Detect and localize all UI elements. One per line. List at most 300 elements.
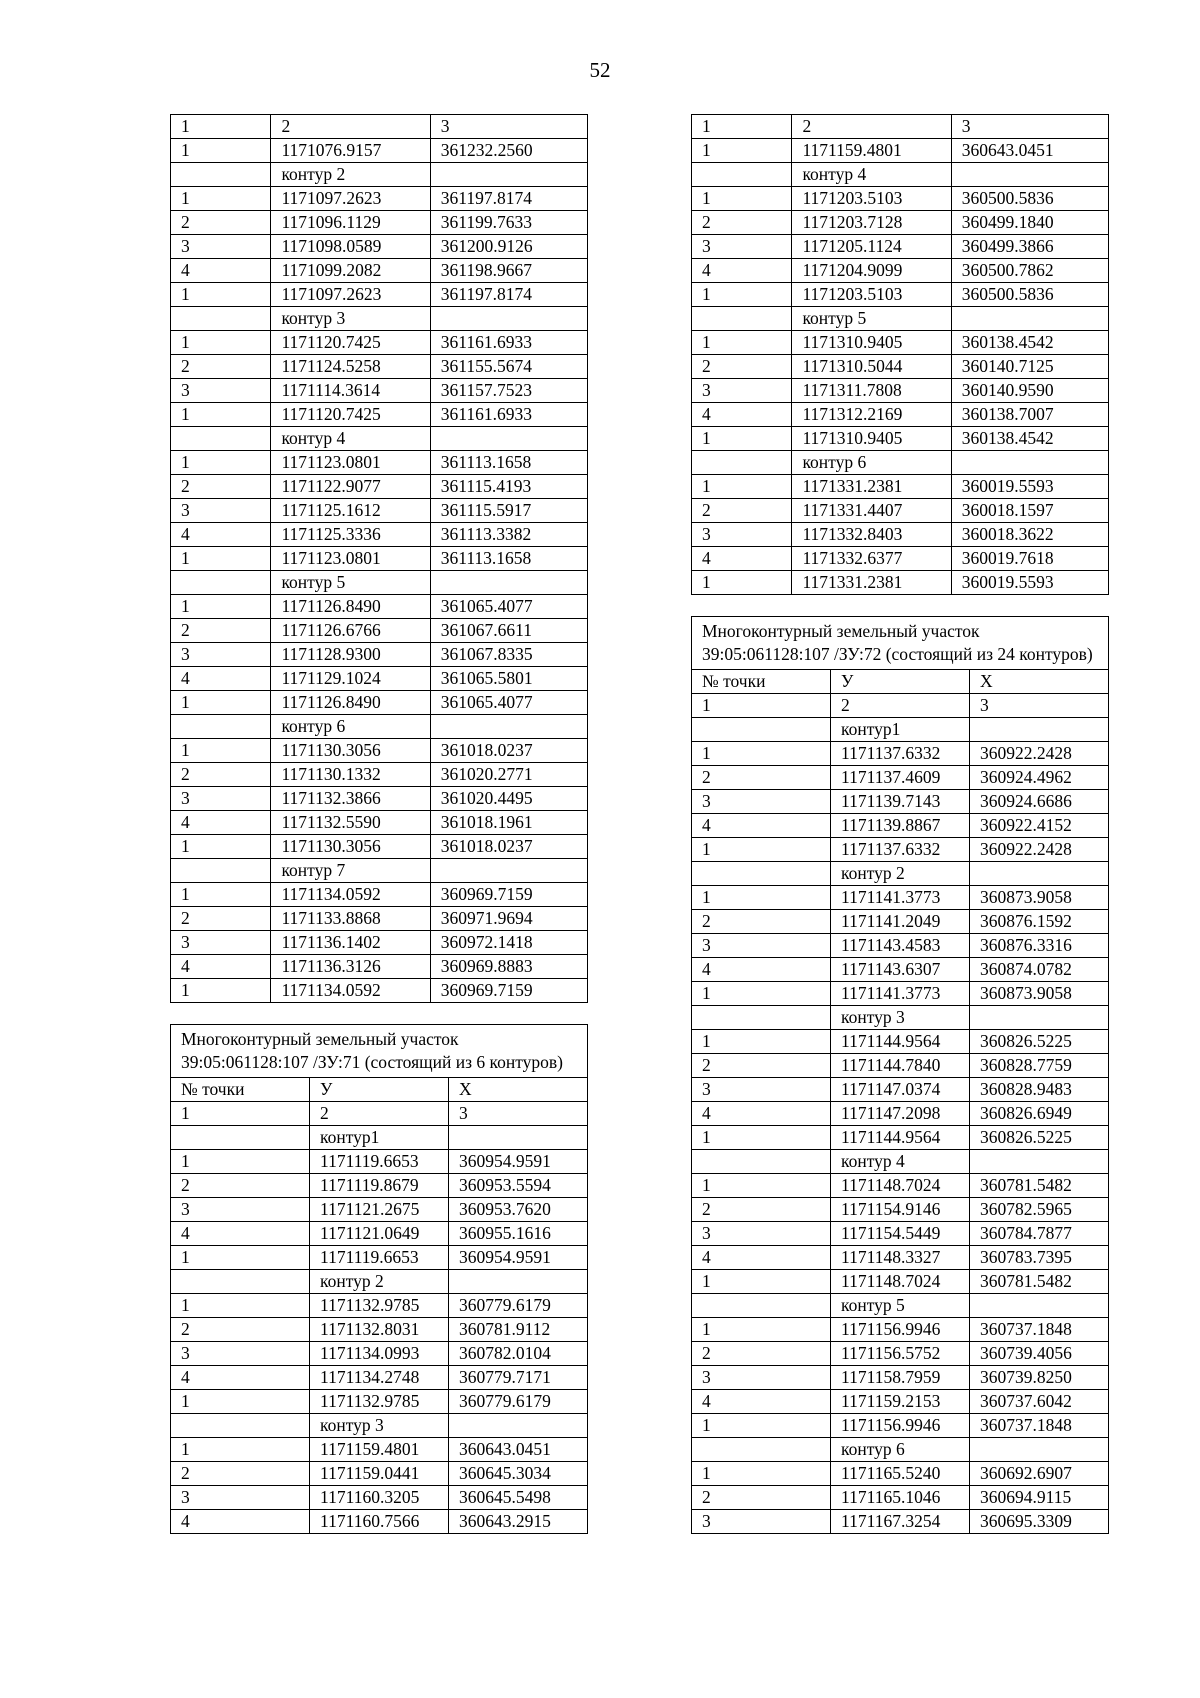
table-row	[692, 1030, 1109, 1054]
y-coordinate-cell: 1171165.5240	[831, 1462, 970, 1486]
y-coordinate-cell: 1171159.0441	[310, 1462, 449, 1486]
x-coordinate-cell: 3	[430, 115, 587, 139]
x-coordinate-cell	[430, 571, 587, 595]
x-coordinate-cell: 361113.3382	[430, 523, 587, 547]
table-row	[692, 1126, 1109, 1150]
point-number-cell: 2	[171, 1174, 310, 1198]
x-coordinate-cell: 360499.3866	[951, 235, 1108, 259]
y-coordinate-cell: 1171204.9099	[792, 259, 951, 283]
x-coordinate-cell: 361065.4077	[430, 691, 587, 715]
table-row	[692, 862, 1109, 886]
x-coordinate-cell: 361018.0237	[430, 739, 587, 763]
y-coordinate-cell: 1171167.3254	[831, 1510, 970, 1534]
x-coordinate-cell: Х	[449, 1078, 588, 1102]
table-row	[692, 427, 1109, 451]
point-number-cell: 1	[171, 595, 271, 619]
x-coordinate-cell	[449, 1270, 588, 1294]
y-coordinate-cell: 1171121.0649	[310, 1222, 449, 1246]
y-coordinate-cell: 1171119.8679	[310, 1174, 449, 1198]
x-coordinate-cell: 3	[970, 694, 1109, 718]
y-coordinate-cell: 1171165.1046	[831, 1486, 970, 1510]
table-row	[692, 475, 1109, 499]
point-number-cell	[171, 1126, 310, 1150]
point-number-cell: 1	[692, 742, 831, 766]
y-coordinate-cell: 1171311.7808	[792, 379, 951, 403]
x-coordinate-cell: 360969.8883	[430, 955, 587, 979]
table-row	[692, 163, 1109, 187]
point-number-cell: 2	[692, 499, 792, 523]
x-coordinate-cell	[430, 307, 587, 331]
x-coordinate-cell: 361115.5917	[430, 499, 587, 523]
y-coordinate-cell: 1171203.5103	[792, 187, 951, 211]
y-coordinate-cell: 1171205.1124	[792, 235, 951, 259]
x-coordinate-cell: 3	[951, 115, 1108, 139]
point-number-cell: 2	[692, 910, 831, 934]
x-coordinate-cell: 360500.5836	[951, 187, 1108, 211]
x-coordinate-cell: 361113.1658	[430, 547, 587, 571]
table-row	[692, 355, 1109, 379]
table-row	[171, 475, 588, 499]
x-coordinate-cell: 360737.1848	[970, 1318, 1109, 1342]
x-coordinate-cell: 360140.9590	[951, 379, 1108, 403]
x-coordinate-cell: 360826.6949	[970, 1102, 1109, 1126]
y-coordinate-cell: 1171126.8490	[271, 595, 430, 619]
point-number-cell	[692, 718, 831, 742]
y-coordinate-cell: 2	[271, 115, 430, 139]
y-coordinate-cell: 1171312.2169	[792, 403, 951, 427]
y-coordinate-cell: контур 2	[831, 862, 970, 886]
point-number-cell: 4	[692, 958, 831, 982]
x-coordinate-cell: 360643.2915	[449, 1510, 588, 1534]
point-number-cell: 1	[171, 1102, 310, 1126]
point-number-cell: 1	[692, 1030, 831, 1054]
table-row	[171, 787, 588, 811]
y-coordinate-cell: 1171136.3126	[271, 955, 430, 979]
point-number-cell: 4	[171, 955, 271, 979]
y-coordinate-cell: контур 2	[310, 1270, 449, 1294]
x-coordinate-cell	[430, 715, 587, 739]
table-row	[171, 1294, 588, 1318]
x-coordinate-cell: 360140.7125	[951, 355, 1108, 379]
table-gap	[170, 1003, 588, 1024]
x-coordinate-cell: 361155.5674	[430, 355, 587, 379]
point-number-cell	[171, 307, 271, 331]
x-coordinate-cell: 361161.6933	[430, 331, 587, 355]
point-number-cell: 1	[171, 283, 271, 307]
y-coordinate-cell: 1171134.0592	[271, 979, 430, 1003]
y-coordinate-cell: У	[310, 1078, 449, 1102]
table-row	[692, 958, 1109, 982]
y-coordinate-cell: 1171114.3614	[271, 379, 430, 403]
point-number-cell	[692, 1294, 831, 1318]
table-row	[171, 811, 588, 835]
point-number-cell: 3	[171, 1486, 310, 1510]
point-number-cell	[692, 1006, 831, 1030]
point-number-cell: 4	[692, 1102, 831, 1126]
point-number-cell: 4	[171, 1510, 310, 1534]
table-row	[692, 331, 1109, 355]
table-row	[692, 1174, 1109, 1198]
table-row	[692, 1246, 1109, 1270]
table-row	[692, 1150, 1109, 1174]
x-coordinate-cell: 361161.6933	[430, 403, 587, 427]
point-number-cell: 1	[171, 1246, 310, 1270]
point-number-cell: 1	[171, 883, 271, 907]
x-coordinate-cell	[449, 1126, 588, 1150]
point-number-cell: 1	[692, 1270, 831, 1294]
y-coordinate-cell: 1171203.5103	[792, 283, 951, 307]
y-coordinate-cell: 1171156.9946	[831, 1414, 970, 1438]
x-coordinate-cell: 360955.1616	[449, 1222, 588, 1246]
x-coordinate-cell: 360645.5498	[449, 1486, 588, 1510]
x-coordinate-cell: 361020.4495	[430, 787, 587, 811]
y-coordinate-cell: 1171160.3205	[310, 1486, 449, 1510]
y-coordinate-cell: 1171099.2082	[271, 259, 430, 283]
table-row	[171, 451, 588, 475]
table-row	[171, 643, 588, 667]
table-row	[171, 523, 588, 547]
point-number-cell: 1	[692, 1174, 831, 1198]
y-coordinate-cell: 1171203.7128	[792, 211, 951, 235]
y-coordinate-cell: 1171132.3866	[271, 787, 430, 811]
left-column	[170, 114, 588, 1534]
point-number-cell: 1	[171, 691, 271, 715]
y-coordinate-cell: контур 3	[271, 307, 430, 331]
x-coordinate-cell: 360695.3309	[970, 1510, 1109, 1534]
table-row	[692, 211, 1109, 235]
table-row	[692, 451, 1109, 475]
table-row	[171, 1078, 588, 1102]
y-coordinate-cell: 1171129.1024	[271, 667, 430, 691]
table-row	[692, 1342, 1109, 1366]
x-coordinate-cell: 360874.0782	[970, 958, 1109, 982]
table-row	[692, 670, 1109, 694]
point-number-cell: 2	[171, 619, 271, 643]
x-coordinate-cell: 360737.6042	[970, 1390, 1109, 1414]
table-row	[692, 1462, 1109, 1486]
point-number-cell: 3	[692, 934, 831, 958]
table-row	[171, 115, 588, 139]
point-number-cell: 3	[692, 235, 792, 259]
point-number-cell: 1	[171, 1294, 310, 1318]
point-number-cell: 1	[171, 1390, 310, 1414]
table-row	[692, 910, 1109, 934]
x-coordinate-cell: 361200.9126	[430, 235, 587, 259]
x-coordinate-cell: 360781.5482	[970, 1174, 1109, 1198]
x-coordinate-cell	[430, 427, 587, 451]
x-coordinate-cell: 361197.8174	[430, 187, 587, 211]
point-number-cell: 1	[171, 331, 271, 355]
point-number-cell: 3	[171, 235, 271, 259]
x-coordinate-cell: 360828.7759	[970, 1054, 1109, 1078]
x-coordinate-cell: 360138.4542	[951, 331, 1108, 355]
y-coordinate-cell: 1171076.9157	[271, 139, 430, 163]
x-coordinate-cell: 360737.1848	[970, 1414, 1109, 1438]
table-row	[171, 427, 588, 451]
x-coordinate-cell: 361232.2560	[430, 139, 587, 163]
table-caption-row	[171, 1025, 588, 1078]
x-coordinate-cell: 360018.1597	[951, 499, 1108, 523]
x-coordinate-cell: 360922.4152	[970, 814, 1109, 838]
y-coordinate-cell: 1171331.2381	[792, 571, 951, 595]
x-coordinate-cell: 360971.9694	[430, 907, 587, 931]
point-number-cell: 1	[171, 835, 271, 859]
table-row	[171, 859, 588, 883]
y-coordinate-cell: 1171159.2153	[831, 1390, 970, 1414]
y-coordinate-cell: 1171144.9564	[831, 1030, 970, 1054]
table-row	[171, 715, 588, 739]
coordinates-table	[170, 114, 588, 1003]
table-row	[171, 1102, 588, 1126]
x-coordinate-cell	[449, 1414, 588, 1438]
table-row	[171, 619, 588, 643]
table-caption-row	[692, 617, 1109, 670]
x-coordinate-cell: 360876.1592	[970, 910, 1109, 934]
point-number-cell: 4	[171, 259, 271, 283]
x-coordinate-cell	[951, 451, 1108, 475]
x-coordinate-cell: 360643.0451	[449, 1438, 588, 1462]
point-number-cell: 1	[692, 1126, 831, 1150]
y-coordinate-cell: У	[831, 670, 970, 694]
table-caption: Многоконтурный земельный участок 39:05:061128:107 /ЗУ:71 (состоящий из 6 контуров)	[171, 1025, 588, 1078]
y-coordinate-cell: 1171310.5044	[792, 355, 951, 379]
table-caption: Многоконтурный земельный участок 39:05:061128:107 /ЗУ:72 (состоящий из 24 контуров)	[692, 617, 1109, 670]
x-coordinate-cell: 360782.0104	[449, 1342, 588, 1366]
table-row	[171, 331, 588, 355]
y-coordinate-cell: 1171144.7840	[831, 1054, 970, 1078]
point-number-cell: 2	[692, 1054, 831, 1078]
table-row	[171, 403, 588, 427]
table-row	[171, 1438, 588, 1462]
y-coordinate-cell: 1171126.6766	[271, 619, 430, 643]
y-coordinate-cell: 1171141.2049	[831, 910, 970, 934]
x-coordinate-cell: 360873.9058	[970, 982, 1109, 1006]
point-number-cell: 1	[171, 1438, 310, 1462]
table-row	[171, 163, 588, 187]
y-coordinate-cell: контур 4	[831, 1150, 970, 1174]
table-row	[171, 571, 588, 595]
coordinates-table	[691, 616, 1109, 1534]
point-number-cell: 4	[692, 547, 792, 571]
table-row	[692, 1102, 1109, 1126]
point-number-cell: 2	[171, 1318, 310, 1342]
table-row	[171, 211, 588, 235]
table-row	[692, 1390, 1109, 1414]
point-number-cell: 1	[692, 115, 792, 139]
x-coordinate-cell: 361065.5801	[430, 667, 587, 691]
x-coordinate-cell: 361113.1658	[430, 451, 587, 475]
table-row	[171, 1270, 588, 1294]
point-number-cell: 1	[171, 979, 271, 1003]
x-coordinate-cell: 360954.9591	[449, 1246, 588, 1270]
x-coordinate-cell	[970, 1438, 1109, 1462]
y-coordinate-cell: 1171139.7143	[831, 790, 970, 814]
point-number-cell: 2	[692, 211, 792, 235]
x-coordinate-cell: 360969.7159	[430, 979, 587, 1003]
y-coordinate-cell: 1171137.4609	[831, 766, 970, 790]
point-number-cell: 2	[692, 355, 792, 379]
point-number-cell: 1	[692, 187, 792, 211]
table-row	[692, 1078, 1109, 1102]
x-coordinate-cell: 360019.7618	[951, 547, 1108, 571]
x-coordinate-cell: 361198.9667	[430, 259, 587, 283]
table-gap	[691, 595, 1109, 616]
x-coordinate-cell: 360643.0451	[951, 139, 1108, 163]
x-coordinate-cell: 361197.8174	[430, 283, 587, 307]
point-number-cell: 1	[171, 739, 271, 763]
table-row	[171, 763, 588, 787]
x-coordinate-cell: 360138.7007	[951, 403, 1108, 427]
point-number-cell: 1	[171, 139, 271, 163]
table-row	[692, 1006, 1109, 1030]
y-coordinate-cell: 1171121.2675	[310, 1198, 449, 1222]
y-coordinate-cell: 1171124.5258	[271, 355, 430, 379]
x-coordinate-cell: 360924.6686	[970, 790, 1109, 814]
point-number-cell: 3	[171, 787, 271, 811]
table-row	[171, 1246, 588, 1270]
point-number-cell: 2	[171, 763, 271, 787]
x-coordinate-cell: 360924.4962	[970, 766, 1109, 790]
point-number-cell: 3	[171, 379, 271, 403]
x-coordinate-cell: 361199.7633	[430, 211, 587, 235]
point-number-cell: 4	[692, 1390, 831, 1414]
table-row	[692, 235, 1109, 259]
y-coordinate-cell: контур 2	[271, 163, 430, 187]
point-number-cell: 3	[171, 1198, 310, 1222]
coordinates-table	[170, 1024, 588, 1534]
table-row	[171, 883, 588, 907]
y-coordinate-cell: контур 3	[831, 1006, 970, 1030]
x-coordinate-cell: 360645.3034	[449, 1462, 588, 1486]
x-coordinate-cell: 360692.6907	[970, 1462, 1109, 1486]
x-coordinate-cell: 360018.3622	[951, 523, 1108, 547]
point-number-cell: 4	[171, 1222, 310, 1246]
table-row	[171, 667, 588, 691]
point-number-cell: 1	[692, 283, 792, 307]
y-coordinate-cell: 1171123.0801	[271, 451, 430, 475]
table-row	[171, 283, 588, 307]
x-coordinate-cell: 361020.2771	[430, 763, 587, 787]
table-row	[692, 379, 1109, 403]
x-coordinate-cell: 360972.1418	[430, 931, 587, 955]
table-row	[692, 1438, 1109, 1462]
point-number-cell: 1	[171, 451, 271, 475]
point-number-cell: 1	[171, 187, 271, 211]
table-row	[171, 1510, 588, 1534]
y-coordinate-cell: 1171098.0589	[271, 235, 430, 259]
y-coordinate-cell: 1171137.6332	[831, 838, 970, 862]
table-row	[692, 1486, 1109, 1510]
table-row	[692, 283, 1109, 307]
point-number-cell: 2	[171, 355, 271, 379]
x-coordinate-cell: 360499.1840	[951, 211, 1108, 235]
table-row	[692, 1294, 1109, 1318]
x-coordinate-cell: 360739.4056	[970, 1342, 1109, 1366]
y-coordinate-cell: 1171097.2623	[271, 283, 430, 307]
y-coordinate-cell: контур1	[310, 1126, 449, 1150]
y-coordinate-cell: 1171141.3773	[831, 982, 970, 1006]
x-coordinate-cell: 360922.2428	[970, 838, 1109, 862]
table-row	[171, 187, 588, 211]
point-number-cell: 3	[692, 790, 831, 814]
point-number-cell: 2	[171, 475, 271, 499]
x-coordinate-cell: 360739.8250	[970, 1366, 1109, 1390]
table-row	[692, 1318, 1109, 1342]
x-coordinate-cell: 360781.5482	[970, 1270, 1109, 1294]
y-coordinate-cell: 1171143.6307	[831, 958, 970, 982]
table-row	[692, 115, 1109, 139]
x-coordinate-cell: 360781.9112	[449, 1318, 588, 1342]
x-coordinate-cell: 360784.7877	[970, 1222, 1109, 1246]
y-coordinate-cell: 1171119.6653	[310, 1150, 449, 1174]
x-coordinate-cell	[970, 1006, 1109, 1030]
x-coordinate-cell	[970, 1150, 1109, 1174]
x-coordinate-cell: 360779.6179	[449, 1390, 588, 1414]
y-coordinate-cell: 1171134.0592	[271, 883, 430, 907]
point-number-cell: 1	[692, 982, 831, 1006]
y-coordinate-cell: 1171096.1129	[271, 211, 430, 235]
point-number-cell: 2	[692, 766, 831, 790]
y-coordinate-cell: контур 4	[271, 427, 430, 451]
point-number-cell: 3	[171, 1342, 310, 1366]
table-row	[692, 886, 1109, 910]
x-coordinate-cell: 360779.7171	[449, 1366, 588, 1390]
point-number-cell: 4	[171, 811, 271, 835]
x-coordinate-cell	[970, 718, 1109, 742]
table-row	[692, 1222, 1109, 1246]
x-coordinate-cell: 360779.6179	[449, 1294, 588, 1318]
y-coordinate-cell: 1171148.7024	[831, 1174, 970, 1198]
x-coordinate-cell: 360828.9483	[970, 1078, 1109, 1102]
table-row	[171, 955, 588, 979]
x-coordinate-cell: 361018.1961	[430, 811, 587, 835]
y-coordinate-cell: 1171148.3327	[831, 1246, 970, 1270]
table-row	[692, 694, 1109, 718]
point-number-cell: 4	[171, 1366, 310, 1390]
point-number-cell: 4	[171, 667, 271, 691]
point-number-cell: 1	[171, 1150, 310, 1174]
table-row	[692, 307, 1109, 331]
point-number-cell	[171, 571, 271, 595]
y-coordinate-cell: 1171154.9146	[831, 1198, 970, 1222]
x-coordinate-cell: 360953.5594	[449, 1174, 588, 1198]
table-row	[171, 1462, 588, 1486]
table-row	[692, 1510, 1109, 1534]
y-coordinate-cell: 2	[310, 1102, 449, 1126]
table-row	[171, 1318, 588, 1342]
x-coordinate-cell: 361067.8335	[430, 643, 587, 667]
y-coordinate-cell: 1171147.0374	[831, 1078, 970, 1102]
point-number-cell	[692, 163, 792, 187]
x-coordinate-cell: 360953.7620	[449, 1198, 588, 1222]
y-coordinate-cell: 1171159.4801	[310, 1438, 449, 1462]
x-coordinate-cell	[951, 307, 1108, 331]
y-coordinate-cell: 2	[792, 115, 951, 139]
y-coordinate-cell: 1171132.5590	[271, 811, 430, 835]
point-number-cell: 2	[171, 907, 271, 931]
x-coordinate-cell: 360500.5836	[951, 283, 1108, 307]
y-coordinate-cell: 1171125.1612	[271, 499, 430, 523]
x-coordinate-cell: 360826.5225	[970, 1126, 1109, 1150]
y-coordinate-cell: 1171143.4583	[831, 934, 970, 958]
y-coordinate-cell: 1171125.3336	[271, 523, 430, 547]
x-coordinate-cell: Х	[970, 670, 1109, 694]
y-coordinate-cell: контур 5	[831, 1294, 970, 1318]
point-number-cell	[692, 862, 831, 886]
point-number-cell: 3	[171, 499, 271, 523]
point-number-cell: 1	[171, 403, 271, 427]
y-coordinate-cell: 1171120.7425	[271, 331, 430, 355]
